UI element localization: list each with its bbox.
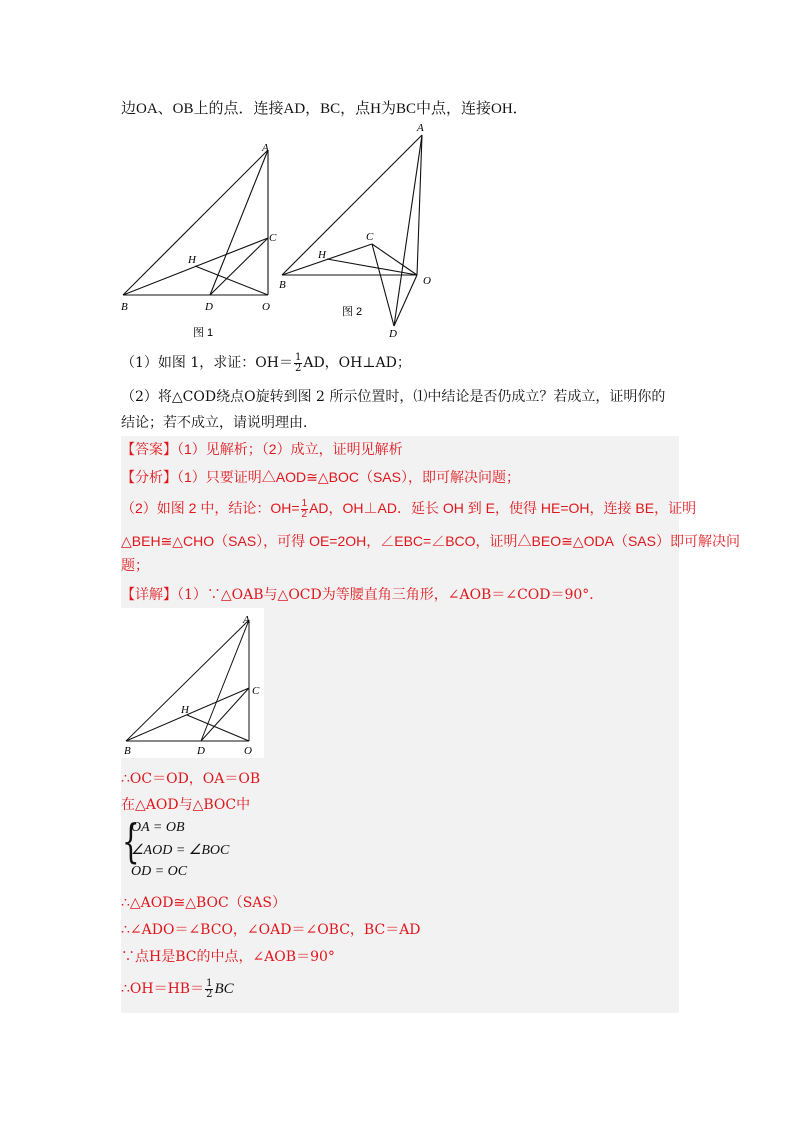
detail-line-1: 【详解】（1）∵△OAB与△OCD为等腰直角三角形，∠AOB＝∠COD＝90°． (121, 586, 604, 603)
analysis-line-1: 【分析】（1）只要证明△AOD≅△BOC（SAS），即可解决问题； (121, 469, 520, 485)
answer-line (121, 439, 403, 459)
label-C: C (252, 685, 260, 697)
system-eq-2: ∠AOD = ∠BOC (131, 843, 230, 858)
q1-suffix: AD，OH⊥AD； (303, 355, 411, 371)
detail-line-2: ∴OC＝OD，OA＝OB (121, 771, 261, 787)
label-A: A (243, 614, 250, 626)
segment-AD (210, 150, 268, 295)
analysis-line-2: （2）如图 2 中，结论：OH= $\frac{1}{2}$ AD，OH⊥AD．延长 OH 到 E，使得 HE=OH，连接 BE，证明 (121, 497, 697, 520)
label-D: D (205, 301, 213, 313)
q1-prefix: （1）如图 1，求证：OH＝ (121, 355, 293, 371)
detail-fraction: $\frac{1}{2}$ (206, 977, 213, 1000)
question-1 (121, 352, 411, 374)
detail-line-4: ∴△AOD≅△BOC（SAS） (121, 895, 287, 911)
label-O: O (262, 301, 270, 313)
segment-CD (210, 238, 268, 295)
answer-text: （1）见解析；（2）成立，证明见解析 (177, 441, 403, 457)
detail-line-3: 在△AOD与△BOC中 (121, 797, 251, 813)
detail-line-6: ∵点H是BC的中点，∠AOB＝90° (121, 949, 335, 965)
intro-text: 边OA、OB上的点．连接AD，BC，点H为BC中点，连接OH． (121, 101, 528, 117)
label-O: O (423, 275, 431, 287)
detail-line-5: ∴∠ADO＝∠BCO，∠OAD＝∠OBC，BC＝AD (121, 922, 421, 938)
label-O: O (244, 745, 252, 757)
detail-line-7: ∴OH＝HB＝ $\frac{1}{2}$ BC (121, 977, 234, 1000)
label-H: H (318, 249, 326, 261)
system-eq-1: OA = OB (131, 820, 185, 835)
figure-2-caption: 图 2 (342, 306, 363, 318)
segment-AD (394, 135, 422, 326)
label-A: A (417, 122, 424, 134)
analysis-line-3: △BEH≅△CHO（SAS），可得 OE=2OH，∠EBC=∠BCO，证明△BEO≅△ODA（SAS）即可解决问 (121, 533, 740, 549)
label-D: D (389, 328, 397, 340)
analysis-tag: 【分析】 (121, 469, 177, 485)
q1-fraction: $\frac{1}{2}$ (294, 351, 302, 374)
segment-OH (195, 266, 268, 295)
analysis-line-4: 题； (121, 557, 149, 573)
label-D: D (197, 745, 205, 757)
question-2-line-2: 结论；若不成立，请说明理由． (121, 415, 317, 431)
answer-tag: 【答案】 (121, 441, 177, 457)
label-B: B (124, 745, 131, 757)
figure-2 (272, 118, 442, 340)
segment-AB (282, 135, 422, 275)
question-2-line-1: （2）将△COD绕点O旋转到图 2 所示位置时，⑴中结论是否仍成立？若成立，证明你的 (121, 389, 666, 405)
figure-3 (121, 608, 264, 758)
label-B: B (279, 279, 286, 291)
label-B: B (121, 301, 128, 313)
system-eq-3: OD = OC (131, 864, 188, 879)
detail-tag: 【详解】 (121, 586, 177, 602)
segment-AB (123, 150, 268, 295)
label-A: A (262, 142, 269, 154)
segment-AO (417, 135, 422, 275)
figure-1-caption: 图 1 (193, 327, 214, 339)
label-H: H (181, 704, 189, 716)
system-brace: { (122, 814, 140, 868)
label-H: H (188, 254, 196, 266)
figure-1 (115, 138, 290, 343)
label-C: C (366, 231, 374, 243)
label-C: C (269, 232, 277, 244)
analysis-fraction: $\frac{1}{2}$ (301, 497, 308, 520)
